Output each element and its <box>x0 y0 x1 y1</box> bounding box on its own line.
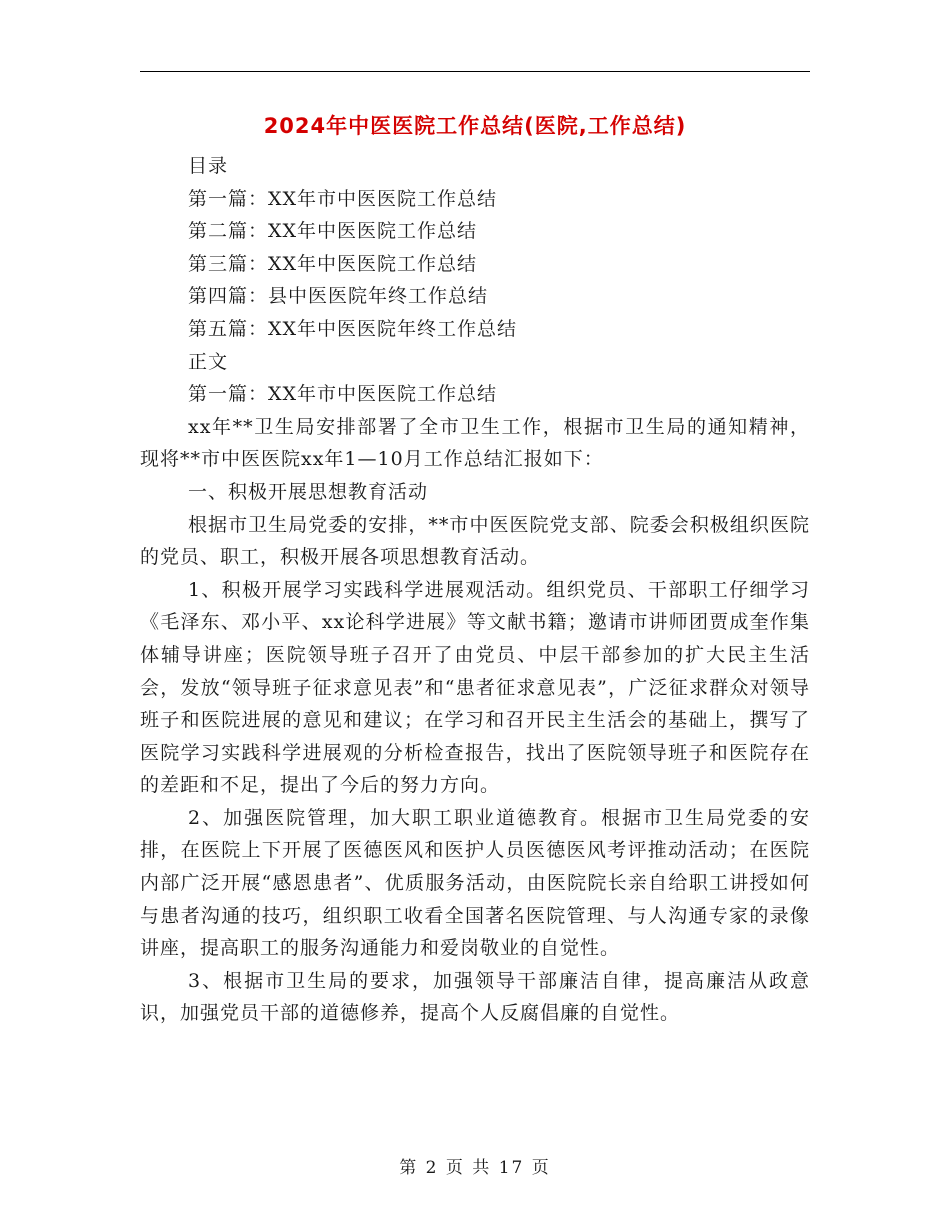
document-body <box>140 150 810 1030</box>
toc-item: 第二篇：XX年中医医院工作总结 <box>188 220 478 243</box>
header-rule <box>140 71 810 72</box>
page-number: 第 2 页 共 17 页 <box>399 1158 551 1178</box>
toc-heading: 目录 <box>188 155 229 177</box>
body-paragraph: 3、根据市卫生局的要求，加强领导干部廉洁自律，提高廉洁从政意识，加强党员干部的道德修养，提高个人反腐倡廉的自觉性。 <box>140 969 810 1025</box>
body-heading: 正文 <box>188 350 229 373</box>
toc-item: 第一篇：XX年市中医医院工作总结 <box>188 187 498 210</box>
document-title: 2024年中医医院工作总结(医院,工作总结) <box>263 114 687 138</box>
chapter-title: 第一篇：XX年市中医医院工作总结 <box>188 383 498 406</box>
toc-item: 第四篇：县中医医院年终工作总结 <box>188 285 489 308</box>
section-heading: 一、积极开展思想教育活动 <box>188 480 429 503</box>
toc-item: 第三篇：XX年中医医院工作总结 <box>188 252 478 275</box>
body-paragraph: 1、积极开展学习实践科学进展观活动。组织党员、干部职工仔细学习《毛泽东、邓小平、xx论科学进展》等文献书籍；邀请市讲师团贾成奎作集体辅导讲座；医院领导班子召开了由党员、中层干部参加的扩大民主生活会，发放“领导班子征求意见表”和“患者征求意见表”，广泛征求群众对领导班子和医院进展的意见和建议；在学习和召开民主生活会的基础上，撰写了医院学习实践科学进展观的分析检查报告，找出了医院领导班子和医院存在的差距和不足，提出了今后的努力方向。 <box>140 578 810 797</box>
body-paragraph: 2、加强医院管理，加大职工职业道德教育。根据市卫生局党委的安排，在医院上下开展了医德医风和医护人员医德医风考评推动活动；在医院内部广泛开展“感恩患者”、优质服务活动，由医院院长亲自给职工讲授如何与患者沟通的技巧，组织职工收看全国著名医院管理、与人沟通专家的录像讲座，提高职工的服务沟通能力和爱岗敬业的自觉性。 <box>140 806 810 960</box>
toc-item: 第五篇：XX年中医医院年终工作总结 <box>188 317 518 340</box>
intro-paragraph: xx年**卫生局安排部署了全市卫生工作，根据市卫生局的通知精神，现将**市中医医院xx年1—10月工作总结汇报如下： <box>140 415 810 471</box>
body-paragraph: 根据市卫生局党委的安排，**市中医医院党支部、院委会积极组织医院的党员、职工，积极开展各项思想教育活动。 <box>140 513 810 569</box>
